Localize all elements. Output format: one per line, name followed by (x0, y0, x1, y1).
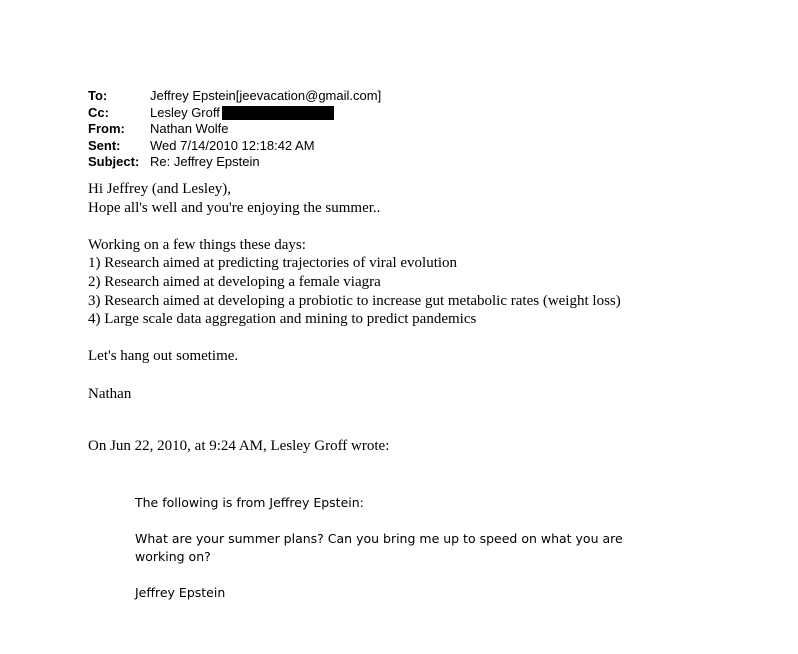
cc-value: Lesley Groff (150, 104, 220, 120)
reply-header: On Jun 22, 2010, at 9:24 AM, Lesley Groff wrote: (88, 438, 390, 454)
to-label: To: (88, 88, 108, 103)
quoted-message (135, 494, 675, 602)
to-row (88, 88, 381, 105)
sent-label: Sent: (88, 137, 121, 153)
from-row (88, 121, 381, 138)
signature: Nathan (88, 385, 132, 402)
spacer (88, 329, 621, 348)
list-item: 2) Research aimed at developing a female viagra (88, 273, 381, 290)
email-body (88, 180, 621, 403)
quoted-line-1: The following is from Jeffrey Epstein: (135, 495, 364, 510)
spacer (88, 366, 621, 385)
cc-label: Cc: (88, 104, 109, 120)
spacer (135, 512, 675, 530)
greeting: Hi Jeffrey (and Lesley), (88, 181, 231, 197)
subject-value: Re: Jeffrey Epstein (150, 154, 260, 169)
to-value: Jeffrey Epstein[jeevacation@gmail.com] (150, 88, 382, 103)
sent-value: Wed 7/14/2010 12:18:42 AM (150, 137, 315, 153)
email-header (88, 88, 381, 171)
cc-value-wrap (150, 105, 334, 122)
quoted-signature: Jeffrey Epstein (135, 585, 226, 600)
list-item: 3) Research aimed at developing a probiotic to increase gut metabolic rates (weight loss) (88, 292, 621, 309)
cc-row (88, 105, 381, 122)
redaction-bar (222, 106, 334, 120)
from-value: Nathan Wolfe (150, 121, 229, 136)
spacer (88, 217, 621, 236)
subject-row (88, 154, 381, 171)
subject-label: Subject: (88, 154, 140, 169)
sent-row (88, 138, 381, 155)
closing-line: Let's hang out sometime. (88, 348, 239, 365)
list-item: 4) Large scale data aggregation and mining to predict pandemics (88, 311, 477, 328)
quoted-line-2: What are your summer plans? Can you bring me up to speed on what you are working on? (135, 531, 623, 564)
body-line-1: Hope all's well and you're enjoying the summer.. (88, 199, 381, 216)
list-item: 1) Research aimed at predicting trajectories of viral evolution (88, 255, 458, 272)
from-label: From: (88, 121, 125, 136)
body-intro: Working on a few things these days: (88, 236, 306, 253)
spacer (135, 566, 675, 584)
